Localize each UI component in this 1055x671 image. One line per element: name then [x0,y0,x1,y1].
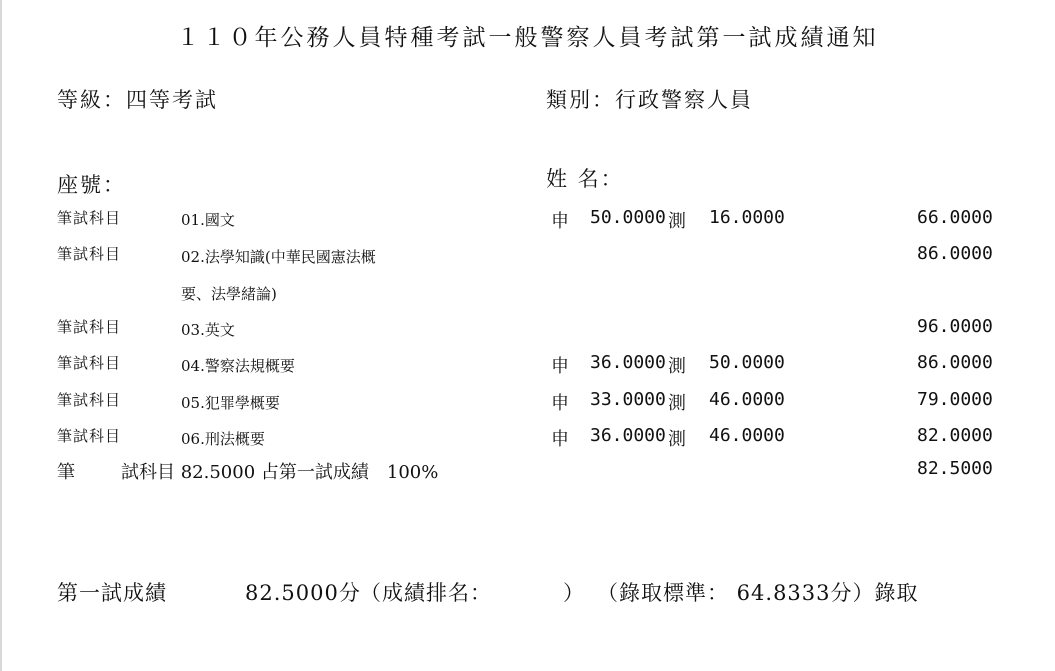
subject-score: 82.0000 [917,425,993,446]
summary-score: 82.5000 [917,458,993,479]
score-tag: 申 [551,429,569,450]
subject-score: 66.0000 [917,207,993,228]
row-type: 筆試科目 [57,391,122,409]
name-label: 姓 名： [546,167,624,191]
rank-close: ） [563,581,585,605]
subject-name: 05.犯罪學概要 [181,394,280,412]
score-tag: 申 [551,393,569,414]
row-type: 筆試科目 [57,427,122,445]
subject-name: 03.英文 [181,321,235,339]
row-type: 筆試科目 [57,245,122,263]
subject-score: 79.0000 [917,389,993,410]
category-label: 類別：行政警察人員 [546,88,753,112]
score-sep: 測 [668,429,686,450]
admission-standard: （錄取標準： 64.8333分）錄取 [597,581,919,605]
row-type: 筆試科目 [57,354,122,372]
grade-label: 等級：四等考試 [57,88,218,112]
score-tag: 申 [551,356,569,377]
score-b: 46.0000 [709,389,785,410]
subject-score: 96.0000 [917,316,993,337]
score-sep: 測 [668,356,686,377]
final-score: 82.5000分 [245,581,361,605]
subject-score: 86.0000 [917,243,993,264]
row-type: 筆試科目 [57,209,122,227]
subject-name-continued: 要、法學緒論) [181,285,277,303]
page-edge [0,0,2,671]
subject-name: 02.法學知識(中華民國憲法概 [181,248,376,266]
score-sep: 測 [668,211,686,232]
final-label: 第一試成績 [57,581,167,605]
score-b: 50.0000 [709,352,785,373]
score-a: 33.0000 [590,389,666,410]
rank-open: （成績排名： [360,581,492,605]
score-b: 16.0000 [709,207,785,228]
score-b: 46.0000 [709,425,785,446]
subject-name: 06.刑法概要 [181,430,265,448]
score-tag: 申 [551,211,569,232]
seat-number-label: 座號： [57,173,126,197]
subject-name: 01.國文 [181,211,235,229]
subject-name: 04.警察法規概要 [181,357,295,375]
subject-score: 86.0000 [917,352,993,373]
score-a: 50.0000 [590,207,666,228]
summary-prefix: 筆 [57,462,75,483]
score-sep: 測 [668,393,686,414]
row-type: 筆試科目 [57,318,122,336]
score-a: 36.0000 [590,352,666,373]
score-a: 36.0000 [590,425,666,446]
summary-text: 試科目 82.5000 占第一試成績 100% [121,462,439,483]
notice-title: １１０年公務人員特種考試一般警察人員考試第一試成績通知 [176,25,879,51]
